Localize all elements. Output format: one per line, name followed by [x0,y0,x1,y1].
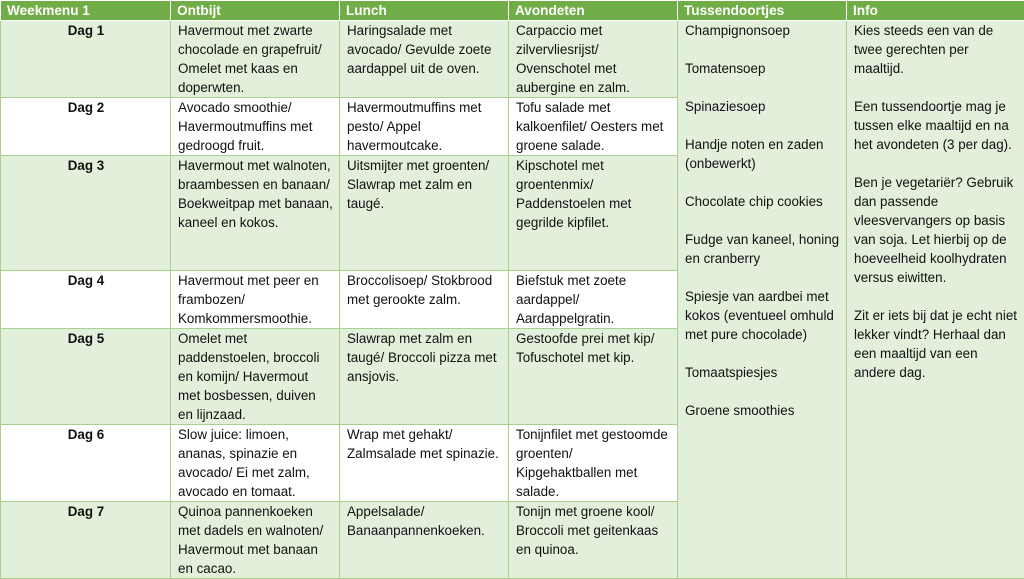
avondeten-cell: Tofu salade met kalkoenfilet/ Oesters met groene salade. [509,98,678,156]
info-column [847,21,1024,579]
ontbijt-cell: Slow juice: limoen, ananas, spinazie en avocado/ Ei met zalm, avocado en tomaat. [171,425,340,502]
day-label: Dag 6 [1,425,171,502]
day-label: Dag 1 [1,21,171,98]
ontbijt-cell: Havermout met zwarte chocolade en grapefruit/ Omelet met kaas en doperwten. [171,21,340,98]
day-label: Dag 4 [1,271,171,329]
header-info: Info [847,1,1024,21]
lunch-cell: Slawrap met zalm en taugé/ Broccoli pizza met ansjovis. [340,329,509,425]
header-row [1,1,1024,21]
avondeten-cell: Biefstuk met zoete aardappel/ Aardappelgratin. [509,271,678,329]
lunch-cell: Uitsmijter met groenten/ Slawrap met zalm en taugé. [340,156,509,271]
day-label: Dag 5 [1,329,171,425]
snack-item: Spinaziesoep [685,97,840,116]
info-paragraph: Zit er iets bij dat je echt niet lekker vindt? Herhaal dan een maaltijd van een andere dag. [854,306,1018,382]
avondeten-cell: Tonijn met groene kool/ Broccoli met geitenkaas en quinoa. [509,502,678,579]
day-label: Dag 2 [1,98,171,156]
snack-item: Tomatensoep [685,59,840,78]
lunch-cell: Havermoutmuffins met pesto/ Appel havermoutcake. [340,98,509,156]
tussendoortjes-column [678,21,847,579]
lunch-cell: Broccolisoep/ Stokbrood met gerookte zalm. [340,271,509,329]
ontbijt-cell: Omelet met paddenstoelen, broccoli en komijn/ Havermout met bosbessen, duiven en lijnzaad. [171,329,340,425]
day-label: Dag 7 [1,502,171,579]
header-lunch: Lunch [340,1,509,21]
info-paragraph: Kies steeds een van de twee gerechten per maaltijd. [854,21,1018,78]
header-tussendoortjes: Tussendoortjes [678,1,847,21]
ontbijt-cell: Havermout met walnoten, braambessen en banaan/ Boekweitpap met banaan, kaneel en kokos. [171,156,340,271]
lunch-cell: Appelsalade/ Banaanpannenkoeken. [340,502,509,579]
snack-item: Spiesje van aardbei met kokos (eventueel omhuld met pure chocolade) [685,287,840,344]
avondeten-cell: Tonijnfilet met gestoomde groenten/ Kipgehaktballen met salade. [509,425,678,502]
info-paragraph: Een tussendoortje mag je tussen elke maaltijd en na het avondeten (3 per dag). [854,97,1018,154]
avondeten-cell: Kipschotel met groentenmix/ Paddenstoelen met gegrilde kipfilet. [509,156,678,271]
snack-item: Fudge van kaneel, honing en cranberry [685,230,840,268]
ontbijt-cell: Quinoa pannenkoeken met dadels en walnoten/ Havermout met banaan en cacao. [171,502,340,579]
snack-item: Tomaatspiesjes [685,363,840,382]
lunch-cell: Wrap met gehakt/ Zalmsalade met spinazie. [340,425,509,502]
lunch-cell: Haringsalade met avocado/ Gevulde zoete aardappel uit de oven. [340,21,509,98]
snack-item: Champignonsoep [685,21,840,40]
header-ontbijt: Ontbijt [171,1,340,21]
info-paragraph: Ben je vegetariër? Gebruik dan passende vleesvervangers op basis van soja. Let hierbij op de hoeveelheid koolhydraten versus eiwitten. [854,173,1018,287]
header-avondeten: Avondeten [509,1,678,21]
avondeten-cell: Gestoofde prei met kip/ Tofuschotel met kip. [509,329,678,425]
table-row [1,21,1024,98]
day-label: Dag 3 [1,156,171,271]
avondeten-cell: Carpaccio met zilvervliesrijst/ Ovenschotel met aubergine en zalm. [509,21,678,98]
ontbijt-cell: Avocado smoothie/ Havermoutmuffins met gedroogd fruit. [171,98,340,156]
snack-item: Chocolate chip cookies [685,192,840,211]
header-weekmenu: Weekmenu 1 [1,1,171,21]
ontbijt-cell: Havermout met peer en frambozen/ Komkommersmoothie. [171,271,340,329]
snack-item: Handje noten en zaden (onbewerkt) [685,135,840,173]
snack-item: Groene smoothies [685,401,840,420]
